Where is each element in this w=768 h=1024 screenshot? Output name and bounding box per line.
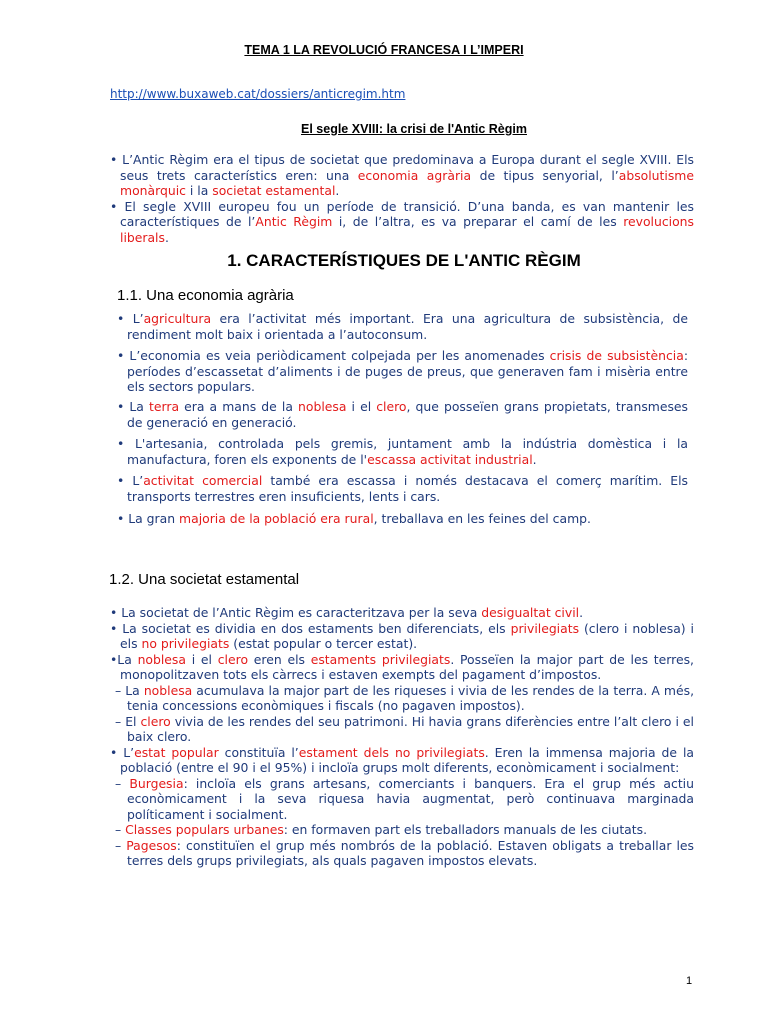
economy-bullet-1: • L’agricultura era l’activitat més important. Era una agricultura de subsistència, de rendiment molt baix i orientada a l’autoconsum. [117,311,688,342]
society-bullet-1: • La societat de l’Antic Règim es caracteritzava per la seva desigualtat civil. [110,605,584,620]
society-bullet-4: • L’estat popular constituïa l’estament dels no privilegiats. Eren la immensa majoria de la població (entre el 90 i el 95%) i incloïa grups molt diferents, econòmicament i socialment: [110,744,694,775]
society-urban-classes-item: – Classes populars urbanes: en formaven part els treballadors manuals de les ciutats. [115,822,648,837]
subsection-heading-economy: 1.1. Una economia agrària [117,287,294,304]
source-link[interactable]: http://www.buxaweb.cat/dossiers/anticregim.htm [110,87,406,101]
intro-paragraph-2: • El segle XVIII europeu fou un període de transició. D’una banda, es van mantenir les característiques de l’Antic Règim i, de l’altra, es va preparar el camí de les revolucions liberals. [110,198,694,245]
economy-bullet-4: • L'artesania, controlada pels gremis, juntament amb la indústria domèstica i la manufactura, foren els exponents de l'escassa activitat industrial. [117,436,688,467]
society-nobility-item: – La noblesa acumulava la major part de les riqueses i vivia de les rendes de la terra. A més, tenia concessions econòmiques i fiscals (no pagaven impostos). [115,682,695,713]
economy-bullet-5: • L’activitat comercial també era escassa i només destacava el comerç marítim. Els transports terrestres eren insuficients, lents i cars. [117,473,688,504]
economy-bullet-6: • La gran majoria de la població era rural, treballava en les feines del camp. [117,511,591,526]
section-heading: 1. CARACTERÍSTIQUES DE L'ANTIC RÈGIM [227,251,581,270]
society-peasants-item: – Pagesos: constituïen el grup més nombrós de la població. Estaven obligats a treballar les terres dels grups privilegiats, als quals pagaven impostos elevats. [115,837,694,868]
document-subtitle: El segle XVIII: la crisi de l'Antic Règim [301,122,527,136]
document-title: TEMA 1 LA REVOLUCIÓ FRANCESA I L’IMPERI [244,43,524,57]
subsection-heading-society: 1.2. Una societat estamental [109,571,300,588]
economy-bullet-3: • La terra era a mans de la noblesa i el clero, que posseïen grans propietats, transmeses de generació en generació. [117,399,689,430]
society-section [110,605,694,869]
society-bullet-2: • La societat es dividia en dos estaments ben diferenciats, els privilegiats (clero i noblesa) i els no privilegiats (estat popular o tercer estat). [110,620,694,651]
intro-section [110,152,694,245]
society-bourgeoisie-item: – Burgesia: incloïa els grans artesans, comerciants i banquers. Era el grup més actiu econòmicament i la seva riquesa havia augmentat, però continuava marginada políticament i socialment. [115,775,694,822]
society-clergy-item: – El clero vivia de les rendes del seu patrimoni. Hi havia grans diferències entre l’alt clero i el baix clero. [115,713,694,744]
page-number: 1 [686,975,693,987]
intro-paragraph-1: • L’Antic Règim era el tipus de societat que predominava a Europa durant el segle XVIII. Els seus trets característics eren: una economia agrària de tipus senyorial, l’absolutisme monàrquic i la societat estamental. [110,152,694,198]
society-bullet-3: •La noblesa i el clero eren els estaments privilegiats. Posseïen la major part de les terres, monopolitzaven tots els càrrecs i estaven exempts del pagament d’impostos. [110,651,694,682]
economy-bullet-2: • L’economia es veia periòdicament colpejada per les anomenades crisis de subsistència: períodes d’escassetat d’aliments i de puges de preus, que generaven fam i misèria entre els sectors populars. [117,348,688,394]
